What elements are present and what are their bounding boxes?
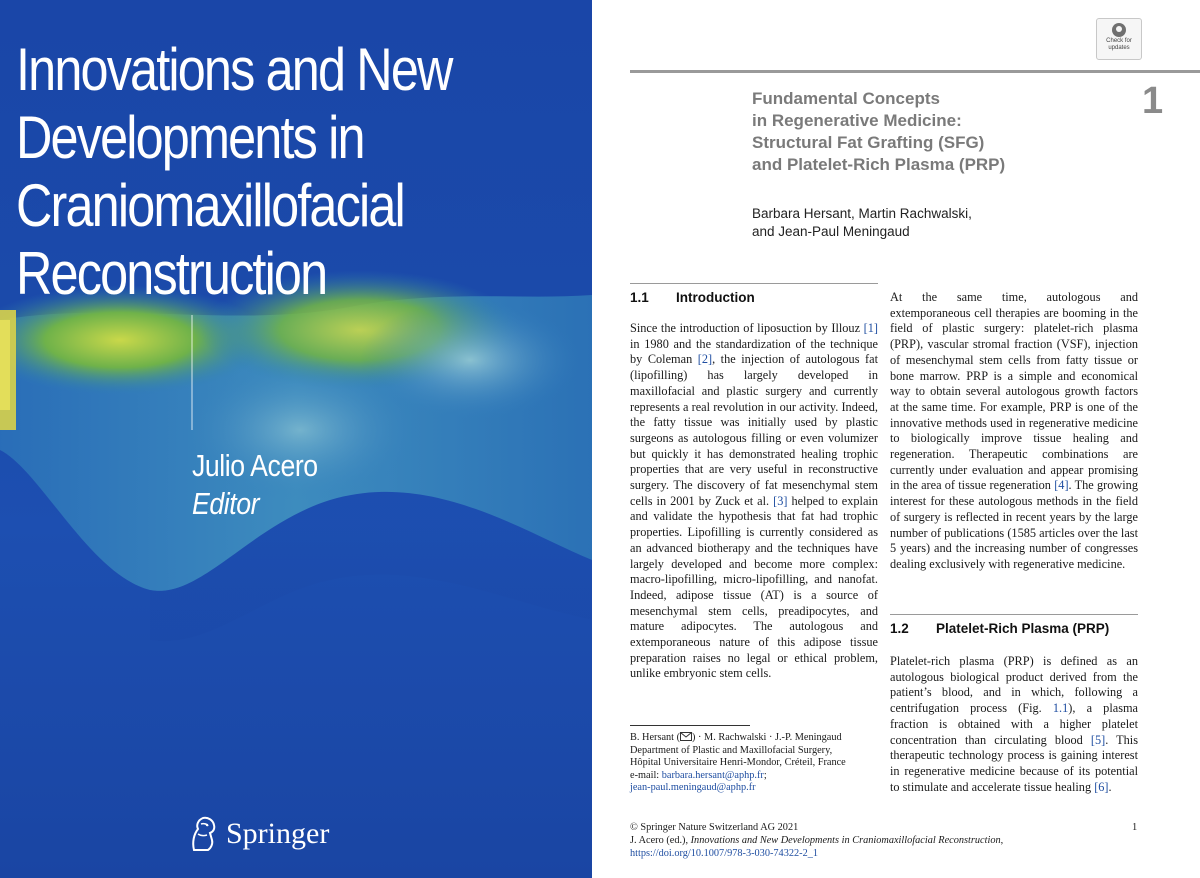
text-run: At the same time, autologous and extemporaneous cell therapies are booming in the field of plastic surgery: platelet-rich plasma (PRP), vascular stromal fraction (VSF), injection of mesenchymal stem cells from fatty tissue or bone marrow. PRP is a simple and economical way to obtain several autologous growth factors at the same time. For example, PRP is one of the innovative methods used in regenerative medicine to biologically improve tissue healing and regeneration. Therapeutic combinations are currently under evaluation and appear promising in the area of tissue regeneration <box>890 290 1138 493</box>
crossmark-label-2: updates <box>1108 45 1130 51</box>
prp-paragraph <box>890 654 1138 795</box>
text-run: ; <box>763 769 767 781</box>
email-label: e-mail: <box>630 769 662 781</box>
citation-link[interactable]: [5] <box>1090 732 1106 747</box>
email-link[interactable]: jean-paul.meningaud@aphp.fr <box>630 782 756 793</box>
section-heading-prp <box>890 621 1109 636</box>
text-run: B. Hersant ( <box>630 732 681 743</box>
book-title <box>16 36 495 308</box>
springer-horse-icon <box>186 814 220 854</box>
page-footer <box>630 822 1170 860</box>
footnote-rule <box>630 725 750 726</box>
text-run: ) · M. Rachwalski · J.-P. Meningaud <box>692 732 842 743</box>
section-number: 1.2 <box>890 621 909 636</box>
section-title: Platelet-Rich Plasma (PRP) <box>936 621 1110 636</box>
book-title-line: Reconstruction <box>16 240 327 307</box>
text-run: . The growing interest for these autologous methods in the field of surgery is reflected in recent years by the large number of publications (1585 articles over the last 5 years) and the increasing number of congresses dealing exclusively with regenerative medicine. <box>890 478 1138 571</box>
text-run: Platelet-rich plasma (PRP) is defined as an autologous biological product derived from the patient’s blood, and in which, following a centrifugation process (Fig. <box>890 654 1138 716</box>
authors-line: and Jean-Paul Meningaud <box>752 224 910 239</box>
section-title: Introduction <box>676 290 755 305</box>
envelope-icon <box>680 732 692 741</box>
affiliation-department: Department of Plastic and Maxillofacial Surgery, <box>630 744 833 756</box>
section-rule <box>630 283 878 284</box>
figure-link[interactable]: 1.1 <box>1052 701 1069 716</box>
copyright-notice: © Springer Nature Switzerland AG 2021 <box>630 822 799 833</box>
authors-line: Barbara Hersant, Martin Rachwalski, <box>752 206 972 221</box>
chapter-first-page <box>592 0 1200 878</box>
book-citation-title: Innovations and New Developments in Craniomaxillofacial Reconstruction <box>690 834 1001 846</box>
text-run: , the injection of autologous fat (lipofilling) has largely developed in maxillofacial and plastic surgery and currently represents a real revolution in our activity. Indeed, the fatty tissue was initially used by plastic surgeons as autologous filling or even volumizer but quickly it has demonstrated healing trophic properties that are very useful in reconstructive surgery. The discovery of fat mesenchymal stem cells in 2001 by Zuck et al. <box>630 352 878 508</box>
section-rule <box>890 614 1138 615</box>
publisher-name: Springer <box>226 817 330 850</box>
introduction-paragraph <box>630 321 878 682</box>
chapter-number: 1 <box>1142 80 1164 122</box>
citation-link[interactable]: [1] <box>863 321 878 335</box>
book-title-line: Craniomaxillofacial <box>16 172 404 239</box>
chapter-title-line: Structural Fat Grafting (SFG) <box>752 133 985 152</box>
citation-link[interactable]: [4] <box>1054 478 1069 493</box>
section-heading-introduction <box>630 290 755 305</box>
chapter-title-line: Fundamental Concepts <box>752 89 940 108</box>
text-run: ), a plasma fraction is obtained with a higher platelet concentration than circulating blood <box>890 701 1139 747</box>
text-run: J. Acero (ed.), <box>630 834 691 846</box>
chapter-authors <box>752 205 972 241</box>
email-link[interactable]: barbara.hersant@aphp.fr <box>661 769 764 781</box>
crossmark-label-1: Check for <box>1106 38 1132 44</box>
book-cover <box>0 0 592 878</box>
chapter-title-line: in Regenerative Medicine: <box>752 111 962 130</box>
chapter-title <box>752 88 1005 176</box>
text-run: . <box>1108 779 1112 794</box>
author-affiliation <box>630 732 880 795</box>
page-number: 1 <box>1132 822 1138 833</box>
text-run: , <box>1000 834 1004 846</box>
text-run: in 1980 and the standardization of the technique by Coleman <box>630 336 878 367</box>
section-number: 1.1 <box>630 290 649 305</box>
publisher-logo <box>186 814 329 854</box>
text-run: helped to explain and validate the hypothesis that fat had trophic properties. Lipofilling is currently considered as an advanced biotherapy and the techniques have largely developed and become more complex: macro-lipofilling, micro-lipofilling, and nanofat. Indeed, adipose tissue (AT) is a source of mesenchymal stem cells, preadipocytes, and mature adipocytes. The autologous and extemporaneous nature of this adipose tissue preparation raises no legal or ethical problem, unlike embryonic stem cells. <box>630 493 878 681</box>
citation-link[interactable]: [3] <box>773 493 788 508</box>
affiliation-hospital: Hôpital Universitaire Henri-Mondor, Créteil, France <box>630 757 846 768</box>
citation-link[interactable]: [2] <box>697 352 713 367</box>
citation-link[interactable]: [6] <box>1094 779 1109 794</box>
book-title-line: Innovations and New <box>16 36 452 103</box>
editor-name: Julio Acero <box>192 448 318 483</box>
text-run: Since the introduction of liposuction by Illouz <box>630 321 864 335</box>
cell-therapies-paragraph <box>890 290 1138 573</box>
text-run: . This therapeutic technology process is gaining interest in regenerative medicine because of its potential to stimulate and accelerate tissue healing <box>890 732 1138 794</box>
chapter-title-line: and Platelet-Rich Plasma (PRP) <box>752 155 1006 174</box>
check-for-updates-badge[interactable] <box>1096 18 1142 60</box>
editor-role: Editor <box>192 486 260 521</box>
crossmark-icon <box>1112 23 1126 37</box>
header-rule <box>630 70 1200 73</box>
doi-link[interactable]: https://doi.org/10.1007/978-3-030-74322-2_1 <box>630 847 819 859</box>
book-title-line: Developments in <box>16 104 364 171</box>
